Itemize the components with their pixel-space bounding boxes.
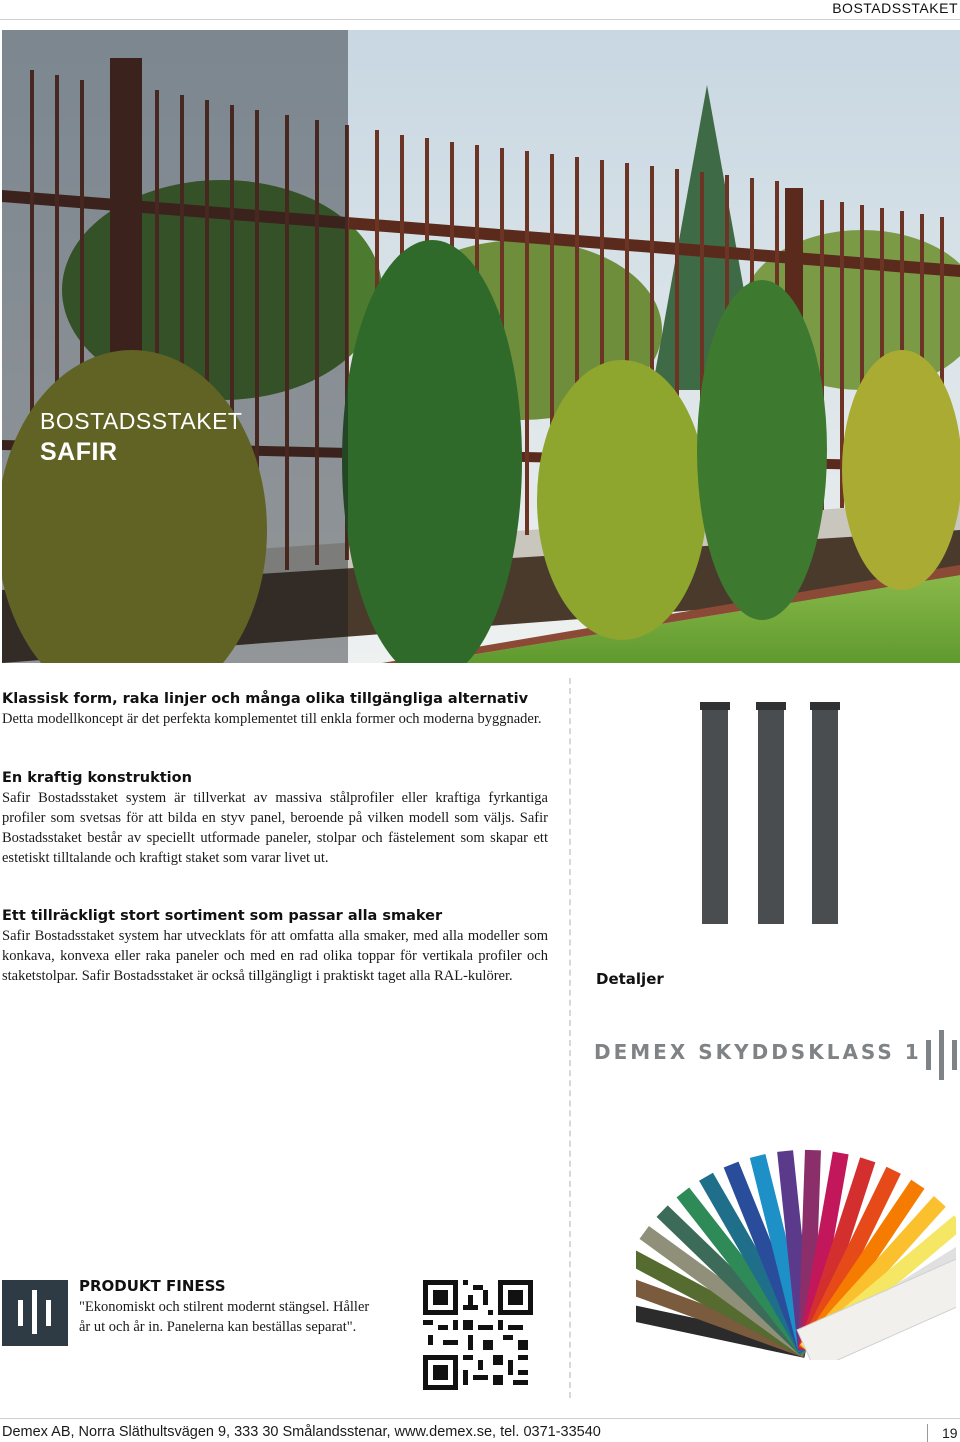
hero-title: SAFIR (40, 438, 118, 466)
hero-kicker: BOSTADSSTAKET (40, 408, 243, 434)
page-number: 19 (942, 1425, 958, 1441)
qr-code[interactable] (423, 1280, 533, 1390)
footer-rule (0, 1418, 960, 1419)
footer-address: Demex AB, Norra Släthultsvägen 9, 333 30 Smålandsstenar, www.demex.se, tel. 0371-33540 (2, 1424, 601, 1440)
column-divider (569, 678, 571, 1398)
footer-separator (927, 1424, 928, 1442)
assortment-body: Safir Bostadsstaket system har utvecklats för att omfatta alla smaker, med alla modeller som konkava, konvexa eller raka paneler och med en rad olika toppar för vertikala profiler och staketstolpar. Safir Bostadsstaket är också tillgängligt i praktiskt taget alla RAL-kulörer. (2, 928, 548, 984)
construction-body: Safir Bostadsstaket system är tillverkat av massiva stålprofiler eller kraftiga fyrkantiga profiler som svetsas för att bilda en styv panel, beroende på vilken modell som väljs. Safir Bostadsstaket består av speciellt utformade paneler, stolpar och fästelement som skapar ett estetiskt tilltalande och kraftigt staket som varar livet ut. (2, 790, 548, 866)
protection-class-label: DEMEX SKYDDSKLASS 1 (594, 1040, 922, 1064)
intro-body: Detta modellkoncept är det perfekta komplementet till enkla former och moderna byggnader. (2, 711, 542, 727)
protection-class-icon (924, 1030, 960, 1080)
product-finess-quote: "Ekonomiskt och stilrent modernt stängsel. Håller år ut och år in. Panelerna kan beställas separat". (79, 1299, 370, 1335)
construction-heading: En kraftig konstruktion (2, 770, 192, 786)
product-finess-icon (2, 1280, 68, 1346)
details-title: Detaljer (596, 970, 664, 988)
intro-section (2, 689, 548, 729)
section-header: BOSTADSSTAKET (832, 0, 958, 16)
assortment-section (2, 906, 548, 986)
fence-posts-image (696, 700, 846, 930)
hero-overlay (2, 30, 348, 663)
hero-image (2, 30, 960, 663)
intro-heading: Klassisk form, raka linjer och många olika tillgängliga alternativ (2, 691, 529, 707)
color-fan-image (636, 1140, 956, 1360)
product-finess-title: PRODUKT FINESS (79, 1277, 226, 1295)
construction-section (2, 768, 548, 868)
assortment-heading: Ett tillräckligt stort sortiment som passar alla smaker (2, 908, 443, 924)
header-rule (0, 19, 960, 20)
